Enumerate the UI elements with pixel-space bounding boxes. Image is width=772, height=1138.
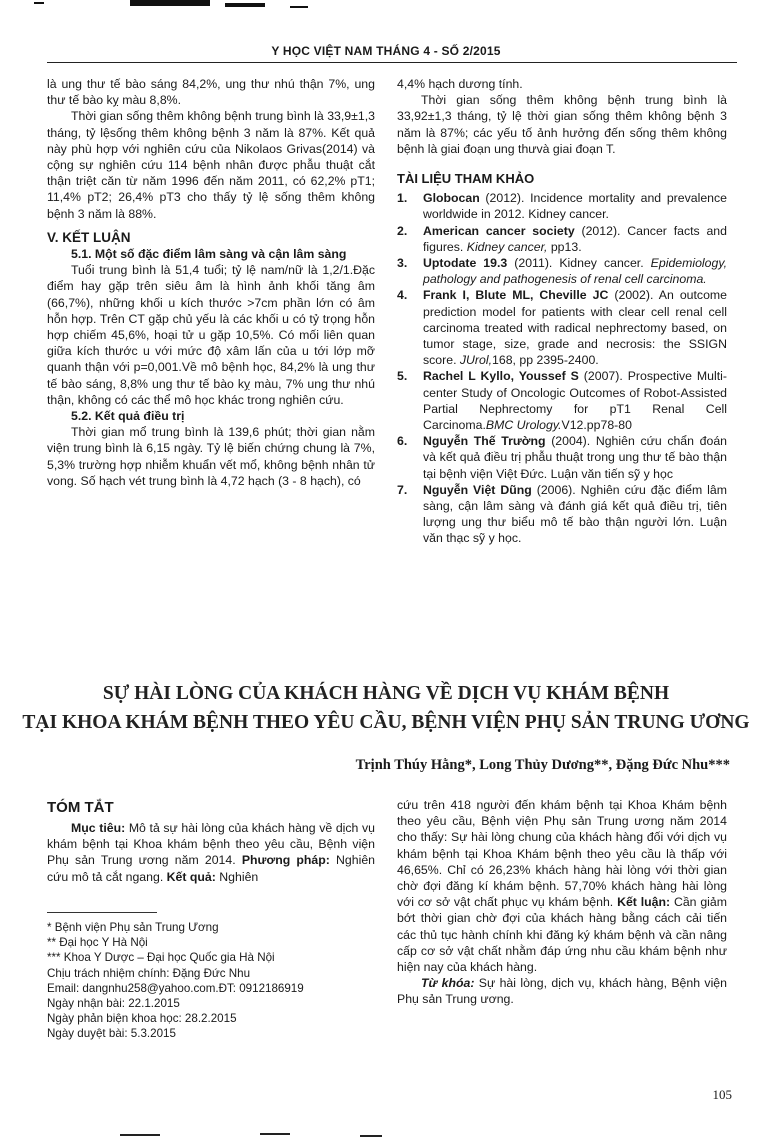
reference-item [397, 482, 727, 547]
reference-num: 2. [397, 223, 408, 238]
footnote-line: ** Đại học Y Hà Nội [47, 936, 148, 950]
article-title-line2: TẠI KHOA KHÁM BỆNH THEO YÊU CẦU, BỆNH VIỆN PHỤ SẢN TRUNG ƯƠNG [22, 712, 750, 733]
abstract-left [47, 820, 375, 885]
reference-text: (2002). An outcome prediction model for patients with clear cell renal cell carcinoma treated with radical nephrectomy based, on tumor stage, size, grade and necrosis: the SSIGN score. [423, 288, 727, 368]
abstract-label: Mục tiêu: [71, 821, 126, 835]
keywords-text: Sự hài lòng, dịch vụ, khách hàng, Bệnh viện Phụ sản Trung ương. [397, 976, 727, 1007]
reference-num: 7. [397, 482, 408, 497]
footnote-line: Chịu trách nhiệm chính: Đặng Đức Nhu [47, 966, 251, 980]
reference-text: (2007). Prospective Multi-center Study of Oncologic Outcomes of Robot-Assisted Partial Nephrectomy for pT1 Renal Cell Carcinoma. [423, 369, 727, 433]
paragraph: 4,4% hạch dương tính. [397, 77, 523, 91]
reference-item [397, 255, 727, 287]
section-heading: V. KẾT LUẬN [47, 229, 131, 245]
reference-italic: BMC Urology. [485, 418, 562, 433]
abstract-heading: TÓM TẮT [47, 799, 114, 816]
reference-author: Rachel L Kyllo, Youssef S [423, 369, 579, 384]
reference-text: (2012). Incidence mortality and prevalence worldwide in 2012. Kidney cancer. [423, 191, 727, 222]
right-column [397, 76, 727, 547]
scan-artifact-top [0, 0, 772, 14]
references-heading: TÀI LIỆU THAM KHẢO [397, 171, 535, 187]
reference-author: Frank I, Blute ML, Cheville JC [423, 288, 609, 303]
reference-author: Nguyễn Thế Trường [423, 434, 546, 449]
paragraph: Thời gian sống thêm không bệnh trung bình là 33,9±1,3 tháng, tỷ lệsống thêm không bệnh 3 năm là 87%. Kết quả này phù hợp với nghiên cứu của Nikolaos Grivas(2014) và cộng sự nghiên cứu 114 bệnh nhân được phẫu thuật cắt thận triệt căn từ năm 1996 đến năm 2011, có 62,2% pT1; 11,4% pT2; 26,4% pT3 cho thấy tỷ lệ sống thêm không bệnh 3 năm là 88%. [47, 109, 375, 221]
reference-italic: Epidemiology, pathology and pathogenesis of renal cell carcinoma. [423, 256, 727, 287]
footnote-line: Email: dangnhu258@yahoo.com.ĐT: 0912186919 [47, 981, 304, 995]
reference-num: 5. [397, 369, 408, 384]
left-column [47, 76, 375, 489]
footnote-line: Ngày duyệt bài: 5.3.2015 [47, 1027, 176, 1041]
reference-after: 168, pp 2395-2400. [492, 353, 599, 368]
abstract-text: Nghiên cứu mô tả cắt ngang. [47, 853, 375, 884]
paragraph: Thời gian sống thêm không bệnh trung bình là 33,92±1,3 tháng, tỷ lệ thời gian sống thêm không bệnh 3 năm là 87%; các yếu tố ảnh hưởng đến sống thêm không bệnh là giai đoạn ung thưvà giai đoạn T. [397, 93, 727, 156]
reference-after: V12.pp78-80 [561, 418, 632, 433]
abstract-text: Mô tả sự hài lòng của khách hàng về dịch vụ khám bệnh tại Khoa khám bệnh theo yêu cầu, Bệnh viện Phụ sản Trung ương năm 2014. [47, 821, 375, 868]
reference-item [397, 190, 727, 222]
abstract-text: Nghiên [215, 869, 259, 884]
reference-author: Globocan [423, 191, 480, 206]
reference-item [397, 368, 727, 433]
article-authors: Trịnh Thúy Hằng*, Long Thủy Dương**, Đặng Đức Nhu*** [355, 757, 730, 773]
footnote-line: Ngày phản biện khoa học: 28.2.2015 [47, 1012, 237, 1026]
footnotes [47, 920, 377, 1042]
abstract-text: Cần giảm bớt thời gian chờ đợi của khách hàng bằng cách cải tiến các thủ tục hành chính khi đăng ký khám bệnh và cần nâng cấp cơ sở vật chất nhằm đáp ứng nhu cầu khám bệnh như hiện nay của khách hàng. [397, 895, 728, 975]
scan-artifact-bottom [0, 1132, 772, 1138]
subsection-heading: 5.1. Một số đặc điểm lâm sàng và cận lâm sàng [71, 247, 347, 262]
reference-text: (2006). Nghiên cứu đặc điểm lâm sàng, cận lâm sàng và đánh giá kết quả điều trị, tiên lượng ung thư biểu mô tế bào thận người lớn. Luận văn thạc sỹ y học. [423, 482, 727, 546]
reference-text: (2011). Kidney cancer. [507, 256, 651, 271]
abstract-label: Kết luận: [617, 895, 671, 910]
header-rule [47, 62, 737, 63]
reference-text: (2012). Cancer facts and figures. [423, 223, 727, 254]
reference-italic: Kidney cancer, [466, 239, 548, 254]
abstract-label: Kết quả: [166, 869, 216, 884]
reference-item [397, 223, 727, 255]
reference-author: American cancer society [423, 223, 575, 238]
subsection-heading: 5.2. Kết quả điều trị [71, 409, 185, 424]
reference-item [397, 287, 727, 368]
paragraph: là ung thư tế bào sáng 84,2%, ung thư nhú thận 7%, ung thư tế bào kỵ màu 8,8%. [47, 77, 375, 108]
footnote-line: *** Khoa Y Dược – Đại học Quốc gia Hà Nội [47, 951, 275, 965]
reference-after: pp13. [547, 239, 582, 254]
reference-text: (2004). Nghiên cứu chẩn đoán và kết quả điều trị phẫu thuật trong ung thư tế bào thận tại bệnh viện Việt Đức. Luận văn tiến sỹ y học [423, 434, 727, 481]
abstract-text: cứu trên 418 người đến khám bệnh tại Khoa Khám bệnh theo yêu cầu, Bệnh viện Phụ sản Trung ương năm 2014 cho thấy: Sự hài lòng chung của khách hàng đối với dịch vụ khám bệnh tại Khoa Khám bệnh theo yêu cầu là thấp với 46,65%. Chỉ có 26,23% khách hàng hài lòng với thời gian chờ đợi đăng kí khám bệnh. 57,70% khách hàng hài lòng với cơ sở vật chất phục vụ khám bệnh. [397, 798, 727, 910]
paragraph: Thời gian mổ trung bình là 139,6 phút; thời gian nằm viện trung bình là 6,15 ngày. Tỷ lệ biến chứng chung là 7%, 5,3% trường hợp nhiễm khuẩn vết mổ, không bệnh nhân tử vong. Số hạch vét trung bình là 4,72 hạch (3 - 8 hạch), có [47, 425, 375, 488]
reference-author: Uptodate 19.3 [423, 256, 508, 271]
reference-num: 1. [397, 191, 408, 206]
keywords-label: Từ khóa: [421, 976, 475, 991]
footnote-line: * Bệnh viện Phụ sản Trung Ương [47, 921, 219, 934]
reference-author: Nguyễn Việt Dũng [423, 482, 532, 497]
reference-num: 4. [397, 288, 408, 303]
reference-list [397, 190, 727, 546]
footnote-rule [47, 912, 157, 913]
footnote-line: Ngày nhận bài: 22.1.2015 [47, 997, 180, 1011]
article-title-line1: SỰ HÀI LÒNG CỦA KHÁCH HÀNG VỀ DỊCH VỤ KHÁM BỆNH [102, 683, 670, 704]
abstract-right [397, 797, 727, 1008]
reference-item [397, 433, 727, 482]
abstract-label: Phương pháp: [241, 853, 330, 868]
journal-header: Y HỌC VIỆT NAM THÁNG 4 - SỐ 2/2015 [271, 44, 501, 58]
reference-italic: JUrol, [459, 353, 493, 368]
page-number: 105 [712, 1087, 732, 1102]
paragraph: Tuổi trung bình là 51,4 tuổi; tỷ lệ nam/nữ là 1,2/1.Đặc điểm hay gặp trên siêu âm là hình ảnh khối tăng âm (66,7%), những khối u kích thước >7cm phần lớn có âm hỗn hợp. Trên CT gặp chủ yếu là các khối u có tỷ trọng hỗn hợp chiếm 45,6%, hoại tử u gặp 10,5%. Có mối liên quan giữa kích thước u với mức độ xâm lấn của u tới lớp mỡ quanh thận với p=0,001.Về mô bệnh học, 84,2% là ung thư tế bào sáng, 8,8% ung thư tế bào kỵ màu, 7% ung thư nhú thận, không có các thể mô học khác trong nghiên cứu. [47, 263, 375, 407]
reference-num: 6. [397, 434, 408, 449]
reference-num: 3. [397, 256, 408, 271]
